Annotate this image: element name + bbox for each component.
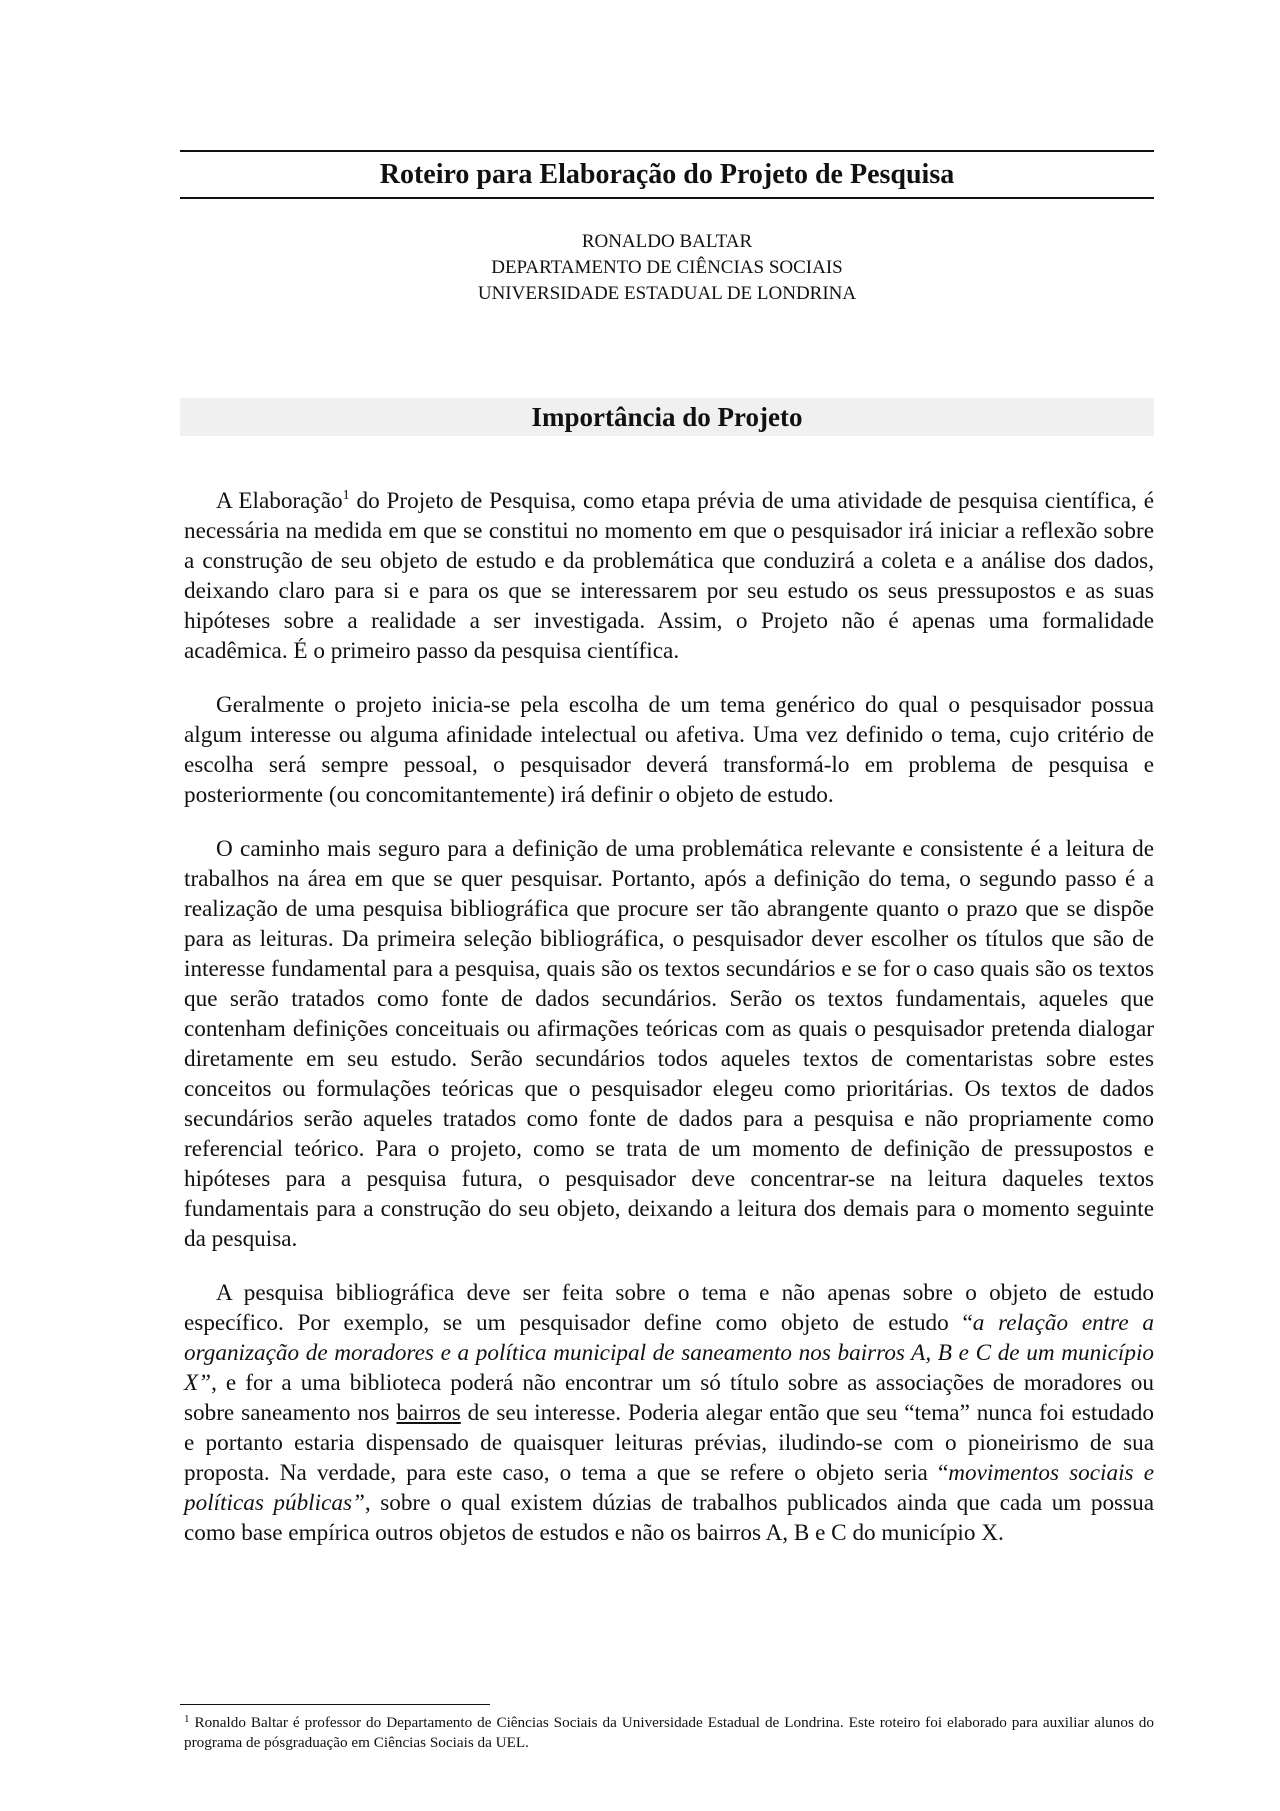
footnote-separator	[180, 1704, 490, 1705]
footnote-text: Ronaldo Baltar é professor do Departamento de Ciências Sociais da Universidade Estadual de Londrina. Este roteiro foi elaborado para auxiliar alunos do programa de pósgraduação em Ciências Sociais da UEL.	[184, 1714, 1154, 1751]
paragraph-4-part1: A pesquisa bibliográfica deve ser feita sobre o tema e não apenas sobre o objeto de estudo específico. Por exemplo, se um pesquisador define como objeto de estudo “	[184, 1280, 1154, 1336]
paragraph-1	[184, 486, 1154, 666]
paragraph-4-italic-object: a relação entre a organização de moradores e a política municipal de saneamento nos bairros A, B e C de um município X”	[184, 1310, 1154, 1396]
title-bottom-rule	[180, 197, 1154, 199]
section-heading: Importância do Projeto	[180, 398, 1154, 436]
paragraph-4-underlined-word: bairros	[396, 1400, 461, 1426]
footnote-area	[180, 1704, 1154, 1753]
paragraph-2: Geralmente o projeto inicia-se pela escolha de um tema genérico do qual o pesquisador possua algum interesse ou alguma afinidade intelectual ou afetiva. Uma vez definido o tema, cujo critério de escolha será sempre pessoal, o pesquisador deverá transformá-lo em problema de pesquisa e posteriormente (ou concomitantemente) irá definir o objeto de estudo.	[184, 692, 1154, 808]
author-name: RONALDO BALTAR	[581, 231, 753, 252]
paragraph-4-part3: de seu interesse. Poderia alegar então que seu “tema” nunca foi estudado e portanto estaria dispensado de quaisquer leituras prévias, iludindo-se com o pioneirismo de sua proposta. Na verdade, para este caso, o tema a que se refere o objeto seria “	[184, 1400, 1154, 1486]
paragraph-4-part2: , e for a uma biblioteca poderá não encontrar um só título sobre as associações de moradores ou sobre saneamento nos	[184, 1370, 1154, 1426]
paragraph-3: O caminho mais seguro para a definição de uma problemática relevante e consistente é a leitura de trabalhos na área em que se quer pesquisar. Portanto, após a definição do tema, o segundo passo é a realização de uma pesquisa bibliográfica que procure ser tão abrangente quanto o prazo que se dispõe para as leituras. Da primeira seleção bibliográfica, o pesquisador dever escolher os títulos que são de interesse fundamental para a pesquisa, quais são os textos secundários e se for o caso quais são os textos que serão tratados como fonte de dados secundários. Serão os textos fundamentais, aqueles que contenham definições conceituais ou afirmações teóricas com as quais o pesquisador pretenda dialogar diretamente em seu estudo. Serão secundários todos aqueles textos de comentaristas sobre estes conceitos ou formulações teóricas que o pesquisador elegeu como prioritárias. Os textos de dados secundários serão aqueles tratados como fonte de dados para a pesquisa e não propriamente como referencial teórico. Para o projeto, como se trata de um momento de definição de pressupostos e hipóteses para a pesquisa futura, o pesquisador deve concentrar-se na leitura daqueles textos fundamentais para a construção do seu objeto, deixando a leitura dos demais para o momento seguinte da pesquisa.	[184, 836, 1154, 1252]
paragraph-1-part1: A Elaboração	[216, 488, 343, 514]
footnote-mark: 1	[184, 1713, 190, 1725]
paragraph-1-part2: do Projeto de Pesquisa, como etapa prévia de uma atividade de pesquisa científica, é necessária na medida em que se constitui no momento em que o pesquisador irá iniciar a reflexão sobre a construção de seu objeto de estudo e da problemática que conduzirá a coleta e a análise dos dados, deixando claro para si e para os que se interessarem por seu estudo os seus pressupostos e as suas hipóteses sobre a realidade a ser investigada. Assim, o Projeto não é apenas uma formalidade acadêmica. É o primeiro passo da pesquisa científica.	[184, 488, 1154, 664]
footnote-reference: 1	[342, 488, 350, 503]
footnote	[184, 1713, 1154, 1753]
document-title: Roteiro para Elaboração do Projeto de Pesquisa	[379, 159, 955, 190]
paragraph-4	[184, 1278, 1154, 1548]
author-department: DEPARTAMENTO DE CIÊNCIAS SOCIAIS	[491, 257, 843, 278]
document-page	[180, 150, 1154, 1572]
body-text	[180, 486, 1154, 1548]
author-block	[180, 229, 1154, 307]
paragraph-4-part4: , sobre o qual existem dúzias de trabalhos publicados ainda que cada um possua como base empírica outros objetos de estudos e não os bairros A, B e C do município X.	[184, 1490, 1154, 1546]
paragraph-4-italic-theme: movimentos sociais e políticas públicas”	[184, 1460, 1154, 1516]
author-university: UNIVERSIDADE ESTADUAL DE LONDRINA	[477, 283, 857, 304]
